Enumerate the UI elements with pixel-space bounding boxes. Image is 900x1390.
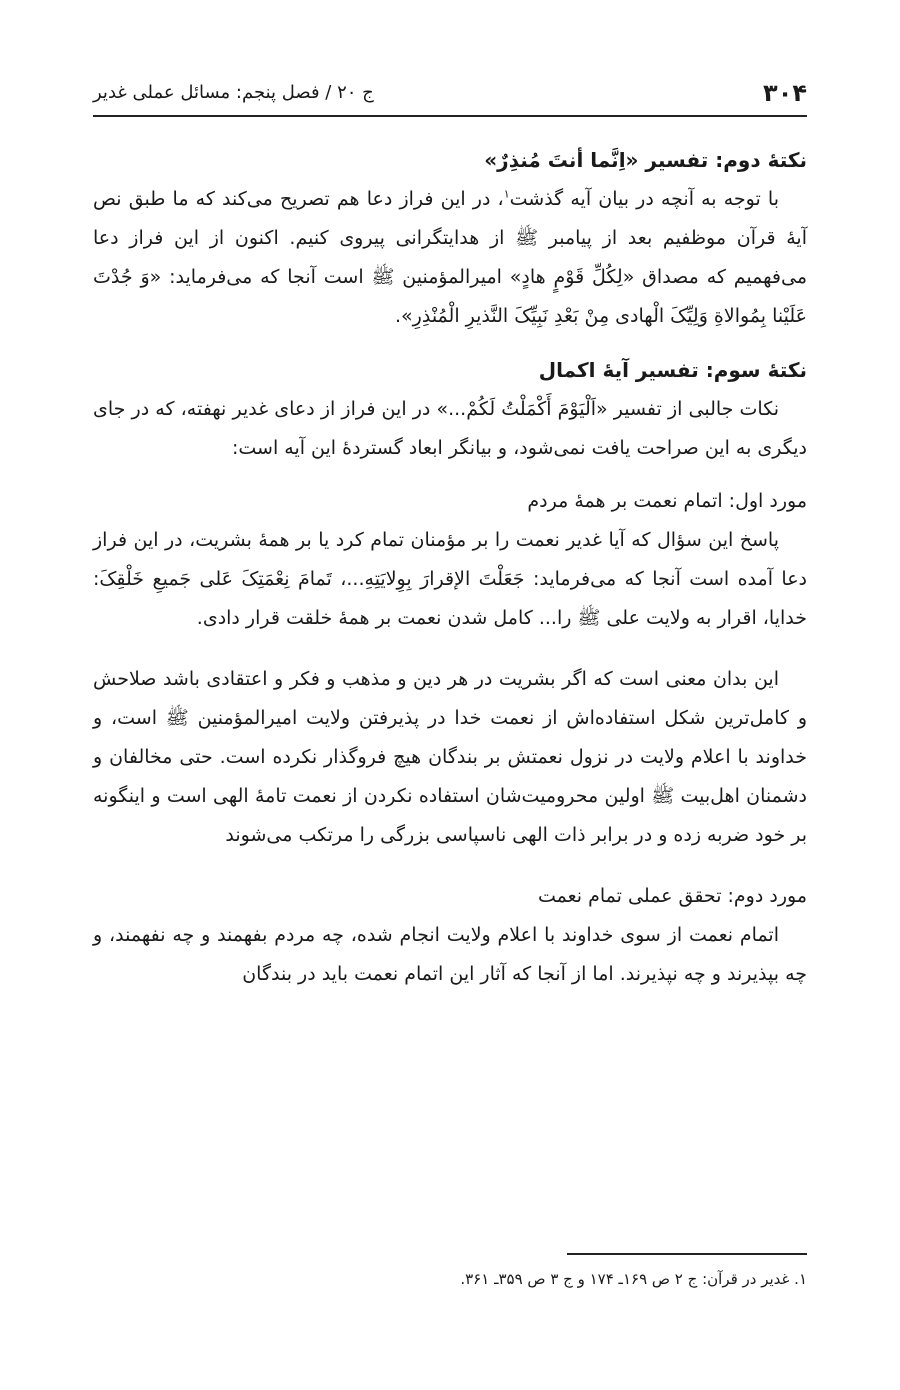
paragraph-case-one: پاسخ این سؤال که آیا غدیر نعمت را بر مؤمنان تمام کرد یا بر همهٔ بشریت، در این فراز دعا آمده است آنجا که می‌فرماید: جَعَلْتَ الإقرارَ بِوِلایَتِهِ...، تَمامَ نِعْمَتِکَ عَلی جَمیعِ خَلْقِکَ: خدایا، اقرار به ولایت علی ﷺ را... کامل شدن نعمت بر همهٔ خلقت قرار دادی.	[93, 529, 807, 629]
page-number: ۳۰۴	[763, 78, 807, 107]
paragraph-case-one-explanation: این بدان معنی است که اگر بشریت در هر دین و مذهب و فکر و اعتقادی باشد صلاحش و کامل‌ترین شکل استفاده‌اش از نعمت خدا در پذیرفتن ولایت امیرالمؤمنین ﷺ است، و خداوند با اعلام ولایت در نزول نعمتش بر بندگان هیچ فروگذار نکرده است. حتی مخالفان و دشمنان اهل‌بیت ﷺ اولین محرومیت‌شان استفاده نکردن از نعمت تامهٔ الهی است و اینگونه بر خود ضربه زده و در برابر ذات الهی ناسپاسی بزرگی را مرتکب می‌شوند	[93, 668, 807, 846]
paragraph-text: با توجه به آنچه در بیان آیه گذشت	[509, 188, 779, 210]
section-heading-point-three: نکتهٔ سوم: تفسیر آیهٔ اکمال	[538, 358, 807, 382]
footnote-divider	[567, 1253, 807, 1255]
paragraph-case-two: اتمام نعمت از سوی خداوند با اعلام ولایت انجام شده، چه مردم بفهمند و چه نفهمند، و چه بپذیرند و چه نپذیرند. اما از آنجا که آثار این اتمام نعمت باید در بندگان	[93, 924, 807, 985]
section-heading-point-two: نکتهٔ دوم: تفسیر «اِنَّما أنتَ مُنذِرٌ»	[484, 148, 807, 172]
page-header	[93, 70, 807, 117]
footnote-reference: ۱	[503, 187, 510, 201]
subheading-case-one: مورد اول: اتمام نعمت بر همهٔ مردم	[527, 490, 807, 512]
running-title: ج ۲۰ / فصل پنجم: مسائل عملی غدیر	[93, 82, 374, 103]
subheading-case-two: مورد دوم: تحقق عملی تمام نعمت	[537, 885, 807, 907]
paragraph-text: ، در این فراز دعا هم تصریح می‌کند که ما طبق نص آیهٔ قرآن موظفیم بعد از پیامبر ﷺ از هدایتگرانی پیروی کنیم. اکنون از این فراز دعا می‌فهمیم که مصداق «لِکُلِّ قَوْمٍ هادٍ» امیرالمؤمنین ﷺ است آنجا که می‌فرماید: «وَ جُدْتَ عَلَیْنا بِمُوالاةِ وَلِیِّکَ الْهادی مِنْ بَعْدِ نَبِیِّکَ النَّذیرِ الْمُنْذِرِ».	[93, 188, 807, 327]
footnote: ۱. غدیر در قرآن: ج ۲ ص ۱۶۹ـ ۱۷۴ و ج ۳ ص ۳۵۹ـ ۳۶۱.	[460, 1270, 807, 1288]
paragraph-point-three: نکات جالبی از تفسیر «اَلْیَوْمَ أَکْمَلْتُ لَکُمْ...» در این فراز از دعای غدیر نهفته، که در جای دیگری به این صراحت یافت نمی‌شود، و بیانگر ابعاد گستردهٔ این آیه است:	[93, 398, 807, 459]
paragraph-point-two	[93, 180, 807, 336]
page-body	[93, 140, 807, 994]
